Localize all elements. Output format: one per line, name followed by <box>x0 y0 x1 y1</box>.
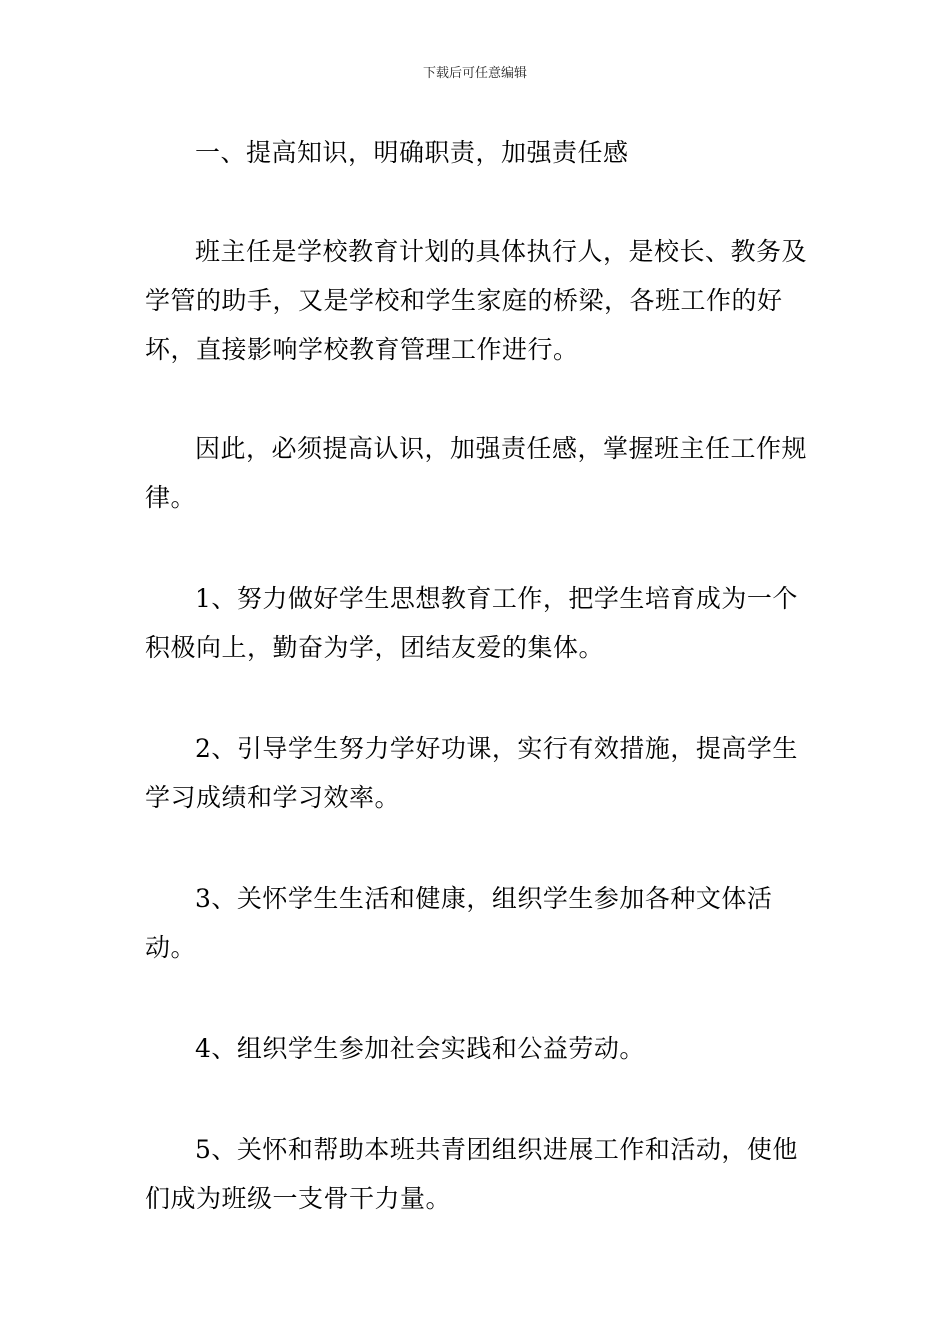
list-item-5: 5、关怀和帮助本班共青团组织进展工作和活动，使他们成为班级一支骨干力量。 <box>145 1135 798 1213</box>
list-item-2: 2、引导学生努力学好功课，实行有效措施，提高学生学习成绩和学习效率。 <box>145 734 798 812</box>
list-item-4: 4、组织学生参加社会实践和公益劳动。 <box>195 1034 645 1063</box>
paragraph-therefore: 因此，必须提高认识，加强责任感，掌握班主任工作规律。 <box>145 434 808 512</box>
paragraph-intro: 班主任是学校教育计划的具体执行人，是校长、教务及学管的助手，又是学校和学生家庭的桥梁，各班工作的好坏，直接影响学校教育管理工作进行。 <box>145 237 808 364</box>
list-item-3: 3、关怀学生生活和健康，组织学生参加各种文体活动。 <box>145 884 773 962</box>
document-body <box>145 128 810 1223</box>
page-header: 下载后可任意编辑 <box>422 66 527 81</box>
section-heading: 一、提高知识，明确职责，加强责任感 <box>195 138 629 167</box>
list-item-1: 1、努力做好学生思想教育工作，把学生培育成为一个积极向上，勤奋为学，团结友爱的集体。 <box>145 584 798 662</box>
